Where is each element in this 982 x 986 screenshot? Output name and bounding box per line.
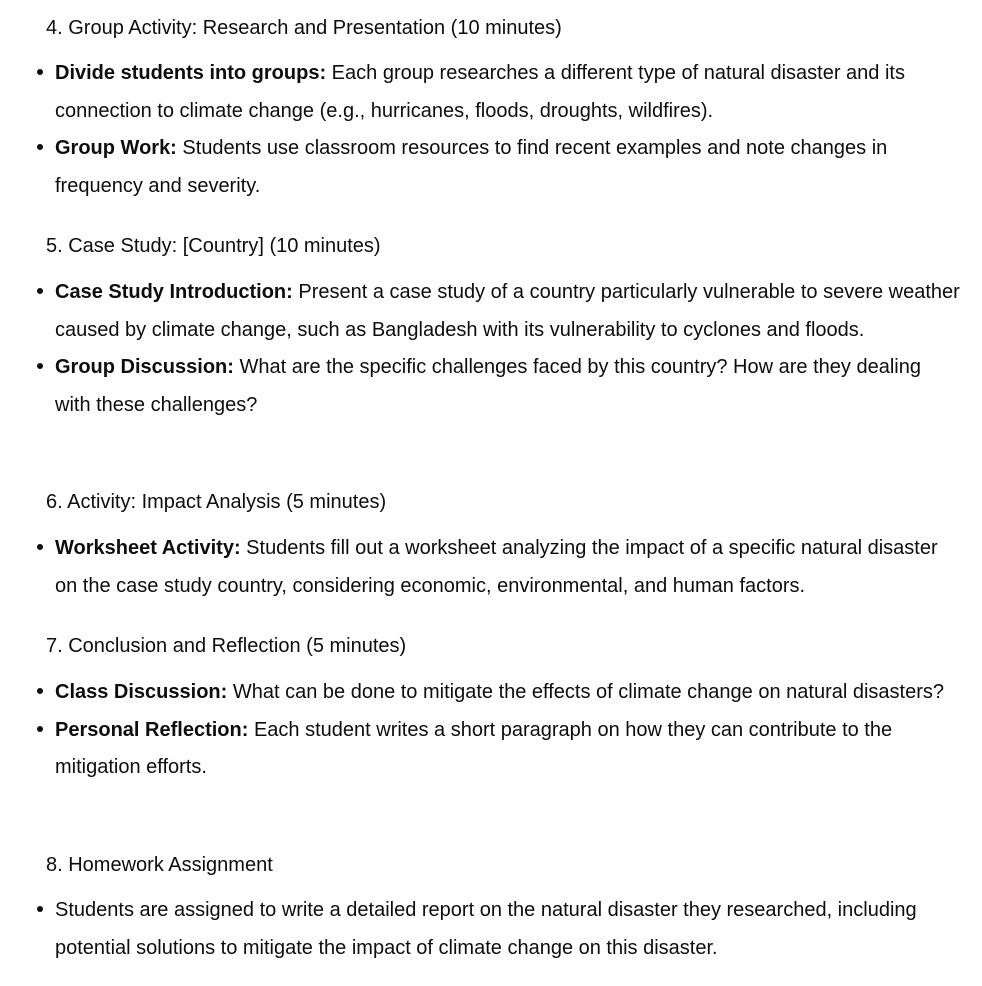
bullet-dot-icon	[37, 363, 43, 369]
bullet-dot-icon	[37, 69, 43, 75]
item-text: Present a case study of a country particularly vulnerable to severe weather caused by climate change, such as Bangladesh with its vulnerability to cyclones and floods.	[55, 281, 960, 341]
bullet-dot-icon	[37, 288, 43, 294]
item-label: Class Discussion:	[55, 681, 228, 703]
item-text: What can be done to mitigate the effects of climate change on natural disasters?	[227, 681, 945, 703]
item-text: Each student writes a short paragraph on how they can contribute to the mitigation efforts.	[55, 718, 893, 778]
item-label: Group Work:	[55, 137, 177, 159]
bullet-dot-icon	[37, 144, 43, 150]
item-text: Students are assigned to write a detailed report on the natural disaster they researched, including potential solutions to mitigate the impact of climate change on this disaster.	[55, 899, 917, 959]
item-text: What are the specific challenges faced by this country? How are they dealing with these challenges?	[55, 356, 921, 416]
bullet-list	[0, 674, 982, 787]
section-heading: 4. Group Activity: Research and Presentation (10 minutes)	[46, 17, 562, 39]
section-heading: 5. Case Study: [Country] (10 minutes)	[46, 235, 381, 257]
list-item	[0, 349, 982, 424]
bullet-list	[0, 274, 982, 424]
bullet-dot-icon	[37, 688, 43, 694]
bullet-dot-icon	[37, 906, 43, 912]
bullet-dot-icon	[37, 726, 43, 732]
section-heading: 7. Conclusion and Reflection (5 minutes)	[46, 635, 407, 657]
bullet-list	[0, 530, 982, 605]
item-label: Worksheet Activity:	[55, 537, 241, 559]
item-text: Each group researches a different type of natural disaster and its connection to climate change (e.g., hurricanes, floods, droughts, wildfires).	[55, 62, 905, 122]
list-item	[0, 130, 982, 205]
item-text: Students use classroom resources to find recent examples and note changes in frequency and severity.	[55, 137, 888, 197]
list-item	[0, 712, 982, 787]
list-item	[0, 274, 982, 349]
item-label: Group Discussion:	[55, 356, 234, 378]
list-item	[0, 530, 982, 605]
section-heading: 6. Activity: Impact Analysis (5 minutes)	[46, 491, 387, 513]
section-heading: 8. Homework Assignment	[46, 854, 273, 876]
item-label: Case Study Introduction:	[55, 281, 293, 303]
list-item	[0, 892, 982, 967]
list-item	[0, 55, 982, 130]
bullet-list	[0, 892, 982, 967]
bullet-list	[0, 55, 982, 205]
item-text: Students fill out a worksheet analyzing the impact of a specific natural disaster on the case study country, considering economic, environmental, and human factors.	[55, 537, 938, 597]
list-item	[0, 674, 982, 712]
item-label: Personal Reflection:	[55, 718, 249, 741]
bullet-dot-icon	[37, 544, 43, 550]
item-label: Divide students into groups:	[55, 62, 327, 84]
